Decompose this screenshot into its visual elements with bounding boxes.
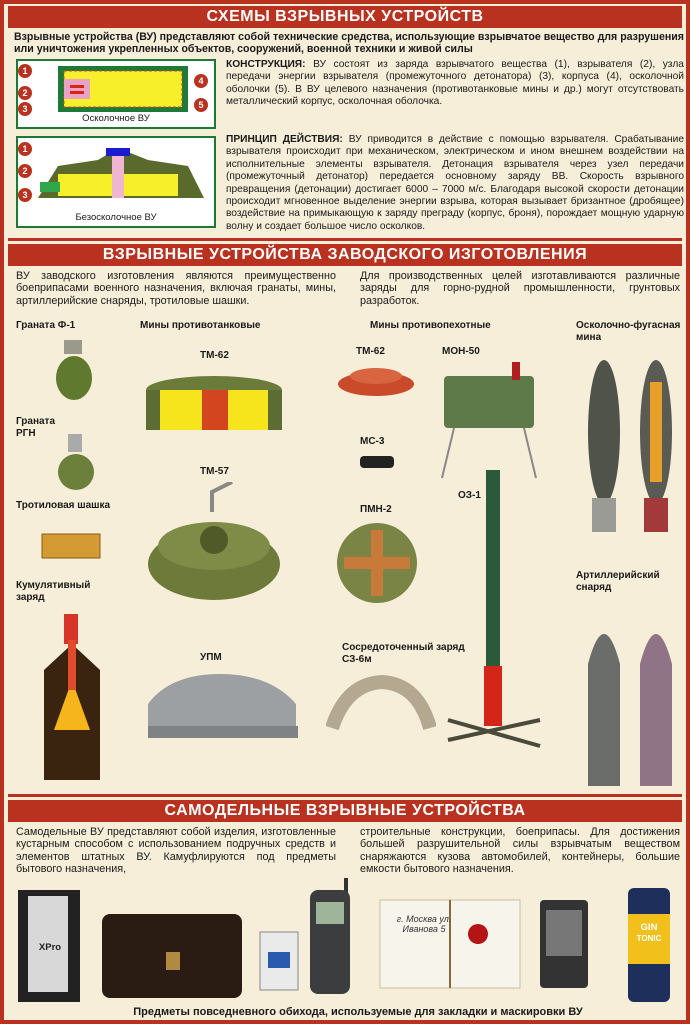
construction-heading: КОНСТРУКЦИЯ:	[226, 59, 306, 70]
diagram2-caption: Безосколочное ВУ	[75, 212, 157, 223]
construction-text: ВУ состоят из заряда взрывчатого вещества (1), взрывателя (2), узла передачи энергии взрывателя (промежуточного детонатора) (3), корпуса (4), осколочной оболочки (5). В ВУ целевого назначения (противотанковые мины и др.) могут отсутствовать металлический корпус, осколочная оболочка.	[226, 59, 684, 108]
label-upm: УПМ	[200, 652, 222, 663]
sz6m-image	[326, 672, 436, 732]
fuse-cap-shape	[106, 148, 130, 156]
grenade-f1-image	[50, 336, 100, 402]
label-sz6m: Сосредоточенный заряд СЗ-6м	[342, 642, 465, 665]
diagram-nonfragmentation	[16, 136, 216, 228]
detonator-shape	[70, 85, 84, 88]
label-ap-mines: Мины противопехотные	[370, 320, 491, 331]
diagram-fragmentation	[16, 59, 216, 129]
can-label-gin: GIN	[640, 922, 658, 933]
label-ms3: МС-3	[360, 436, 385, 447]
trotyl-block-image	[40, 530, 104, 562]
grenade-rgn-image	[54, 432, 100, 494]
label-at-mines: Мины противотанковые	[140, 320, 261, 331]
label-trotyl: Тротиловая шашка	[16, 500, 111, 511]
principle-text: ВУ приводится в действие с помощью взрывателя. Срабатывание взрывателя происходит при механическом, электрическом и ином внешнем воздействии на исполнительные элементы взрывателя. Детонация взрывателя через узел передачи (промежуточный детонатор) передается основному заряду ВВ. Скорость взрывного превращения (детонации) достигает 6000 – 7000 м/с. Благодаря высокой скорости детонации происходит мгновенное выделение энергии взрыва, которая вызывает бризантное (дробящее) воздействие на примыкающую к заряду преграду (корпус, броня), порождает мощную ударную волну и создает большое число осколков.	[226, 134, 684, 232]
charge-right-shape	[124, 174, 178, 196]
oz1-image	[444, 470, 554, 756]
section-title-homemade: САМОДЕЛЬНЫЕ ВЗРЫВНЫЕ УСТРОЙСТВА	[8, 800, 682, 822]
marker-1: 1	[18, 64, 32, 78]
factory-right-text: Для производственных целей изготавливаются различные заряды для горно-рудной промышленности, грунтовых разработок.	[360, 270, 680, 307]
radio-image	[536, 896, 592, 992]
cumulative-charge-image	[34, 610, 114, 782]
side-fuse-shape	[40, 182, 60, 192]
label-art-shell: Артиллерийский снаряд	[576, 570, 660, 593]
homemade-right-text: строительные конструкции, боеприпасы. Для достижения большей разрушительной силы взрывчатым веществом снаряжаются кузова автомобилей, контейнеры, большие емкости бытового назначения.	[360, 826, 680, 876]
parcel-address: г. Москва ул. Иванова 5	[396, 914, 452, 934]
mobile-phone-image	[304, 878, 356, 996]
label-rgn: Граната РГН	[16, 416, 56, 439]
marker-3: 3	[18, 102, 32, 116]
label-mon50: МОН-50	[442, 346, 480, 357]
bottom-caption: Предметы повседневного обихода, используемые для закладки и маскировки ВУ	[133, 1006, 583, 1018]
marker-4: 4	[194, 74, 208, 88]
label-cumulative: Кумулятивный заряд	[16, 580, 91, 603]
section-title-schemes: СХЕМЫ ВЗРЫВНЫХ УСТРОЙСТВ	[8, 6, 682, 28]
label-of-mine: Осколочно-фугасная мина	[576, 320, 681, 343]
intro-text: Взрывные устройства (ВУ) представляют собой технические средства, использующие взрывчатое вещество для разрушения или уничтожения укрепленных объектов, сооружений, военной техники и живой силы	[14, 31, 684, 56]
section-title-factory: ВЗРЫВНЫЕ УСТРОЙСТВА ЗАВОДСКОГО ИЗГОТОВЛЕНИЯ	[8, 244, 682, 266]
construction-paragraph	[226, 59, 684, 109]
marker-2b: 2	[18, 164, 32, 178]
handbag-image	[92, 894, 250, 1004]
fuse-shape	[64, 79, 90, 99]
mon50-image	[434, 362, 544, 480]
label-pmn2: ПМН-2	[360, 504, 392, 515]
marker-3b: 3	[18, 188, 32, 202]
art-shell-image	[576, 604, 688, 790]
parcel-image	[374, 894, 524, 994]
tm57-image	[140, 482, 290, 610]
marker-5: 5	[194, 98, 208, 112]
tm62-cutaway-image	[142, 370, 288, 440]
divider-2	[8, 794, 682, 797]
pmn2-image	[334, 520, 420, 606]
label-tm57: ТМ-57	[200, 466, 229, 477]
label-oz1: ОЗ-1	[458, 490, 481, 501]
fuse-column-shape	[112, 156, 124, 198]
detonator-shape-2	[70, 91, 84, 94]
label-tm62-at: ТМ-62	[200, 350, 229, 361]
marker-1b: 1	[18, 142, 32, 156]
nonfrag-diagram-svg	[18, 138, 214, 210]
charge-left-shape	[58, 174, 112, 196]
marker-2: 2	[18, 86, 32, 100]
upm-image	[140, 668, 304, 744]
factory-left-text: ВУ заводского изготовления являются преимущественно боеприпасами военного назначения, включая гранаты, мины, артиллерийские снаряды, тротиловые шашки.	[16, 270, 336, 307]
can-label-tonic: TONIC	[636, 934, 662, 943]
label-tm62-ap: ТМ-62	[356, 346, 385, 357]
cigarette-pack-image	[256, 928, 302, 994]
tm62-red-image	[334, 362, 418, 398]
principle-paragraph	[226, 134, 684, 233]
diagram1-caption: Осколочное ВУ	[82, 113, 150, 124]
homemade-left-text: Самодельные ВУ представляют собой изделия, изготовленные кустарным способом с использованием подручных средств и элементов штатных ВУ. Камуфлируются под предметы бытового назначения,	[16, 826, 336, 876]
label-f1: Граната Ф-1	[16, 320, 76, 331]
gin-tonic-can-image	[624, 884, 674, 1006]
vhs-label: XPro	[38, 942, 62, 953]
of-mine-image	[576, 352, 688, 536]
divider-1	[8, 238, 682, 241]
ms3-image	[356, 452, 400, 472]
principle-heading: ПРИНЦИП ДЕЙСТВИЯ:	[226, 134, 343, 145]
